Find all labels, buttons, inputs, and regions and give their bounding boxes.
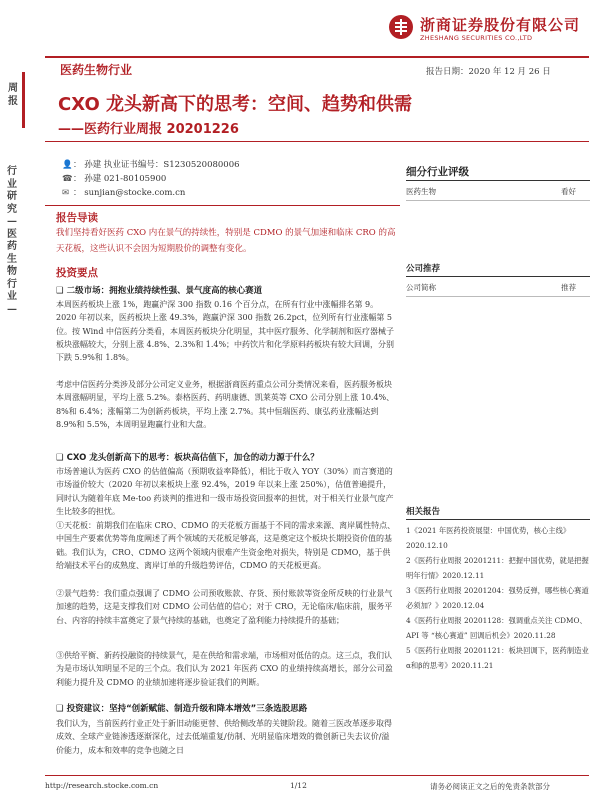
header-divider [45,56,589,58]
report-date: 报告日期：2020 年 12 月 26 日 [426,67,551,77]
company-name-cn: 浙商证券股份有限公司 [420,16,581,34]
rating-row: 医药生物 看好 [406,187,576,196]
rating-divider [406,180,590,181]
company-logo-icon [388,14,414,40]
paragraph: 考虑中信医药分类涉及部分公司定义业务，根据浙商医药重点公司分类情况来看，医药服务板块本周涨幅明显，平均上涨 5.2%。泰格医药、药明康德、凯莱英等 CXO 公司分别上涨 10.4%、8%和 6.4%；涨幅第二为创新药板块，平均上涨 2.7%。其中恒瑞医药、康弘药业涨幅达到 8.9%和 5.5%，本周明显跑赢行业和大盘。 [56,380,395,429]
rating-row-divider [406,200,590,201]
square-bullet-icon: ❑ [56,453,67,463]
rating-heading: 细分行业评级 [406,166,469,178]
person-icon: 👤 [62,160,73,170]
report-title: CXO 龙头新高下的思考：空间、趋势和供需 [58,94,413,115]
paragraph: ①天花板：前期我们在临床 CRO、CDMO 的天花板方面基于不同的需求来源、离岸属性特点、中国生产要素优势等角度阐述了两个领域的天花板足够高，这是奠定这个板块长期投资价值的基础。我们认为，CRO、CDMO 这两个领域内很难产生资金绝对损失，特别是 CDMO，基于供给端技术平台的成熟度、离岸订单的升级趋势评估，CDMO 的天花板更高。 [56,521,396,570]
related-list [406,523,590,673]
related-item[interactable]: 2《医药行业周报 20201211：把握中国优势，就是把握明年行情》2020.12.11 [406,556,589,580]
related-heading: 相关报告 [406,507,441,517]
bullet-point: ❑ 二级市场：拥抱业绩持续性强、景气度高的核心赛道 [56,286,263,296]
footer-disclaimer: 请务必阅读正文之后的免责条款部分 [430,782,550,791]
recommend-heading: 公司推荐 [406,264,441,274]
bullet-point: ❑ 投资建议：坚持“创新赋能、制造升级和降本增效”三条选股思路 [56,704,308,714]
guide-heading: 报告导读 [56,212,98,224]
related-divider [406,519,590,520]
recommend-header-row: 公司简称 推荐 [406,283,576,292]
footer-divider [45,775,589,776]
recommend-divider [406,276,590,277]
related-item[interactable]: 1《2021 年医药投资展望：中国优势，核心主线》2020.12.10 [406,526,571,550]
analyst-row: ☎： 孙建 021-80105900 [62,174,167,184]
points-heading: 投资要点 [56,267,98,279]
paragraph: ③供给平衡、新药投融资的持续景气，是在供给和需求端，市场相对低估的点。这三点，我们认为是市场认知明显不足的三个点。我们认为 2021 年医药 CXO 的业绩持续高增长，部分公司盈利能力提升及 CDMO 的业绩加速将逐步验证我们的判断。 [56,651,393,687]
company-name-en: ZHESHANG SECURITIES CO.,LTD [420,34,533,42]
analyst-divider [45,205,400,206]
side-label-category: 行业研究—医药生物行业— [7,166,17,315]
page-number: 1/12 [290,781,307,790]
bullet-point: ❑ CXO 龙头创新高下的思考：板块高估值下，加仓的动力源于什么？ [56,453,319,463]
square-bullet-icon: ❑ [56,286,67,296]
mail-icon: ✉ [62,188,70,198]
paragraph: 市场普遍认为医药 CXO 的估值偏高（预期收益率降低），相比于收入 YOY（30%）而言赛道的市场溢价较大（2020 年初以来板块上涨 92.4%，2019 年以来上涨 250%），估值普遍提升，同时认为随着年底 Me-too 药谈判的推进和一级市场投资回报率的担忧，对于相关行业景气度产生比较多的担忧。 [56,467,394,516]
related-item[interactable]: 5《医药行业周报 20201121：板块回调下，医药制造业α和β的思考》2020.11.21 [406,646,589,670]
report-subtitle: ——医药行业周报 20201226 [58,122,239,137]
related-item[interactable]: 3《医药行业周报 20201204：强势反弹，哪些核心赛道必须加？》2020.12.04 [406,586,589,610]
paragraph: 本周医药板块上涨 1%，跑赢沪深 300 指数 0.16 个百分点，在所有行业中涨幅排名第 9。2020 年初以来，医药板块上涨 49.3%，跑赢沪深 300 指数 26.2pct，位列所有行业涨幅第 5 位。按 Wind 中信医药分类看，本周医药板块分化明显，其中医疗服务、化学制剂和医疗器械子板块涨幅较大，分别上涨 4.8%、2.3%和 1.4%；中药饮片和化学原料药板块有较大回调，分别下跌 5.9%和 1.8%。 [56,300,395,363]
paragraph: 我们认为，当前医药行业正处于新旧动能更替、供给侧改革的关键阶段。随着三医改革逐步取得成效、全球产业链渗透逐渐深化，过去低端重复/仿制、光明显临床增效的微创新已失去议价/溢价能力，成本和效率的竞争也随之日 [56,719,392,755]
square-bullet-icon: ❑ [56,704,67,714]
footer-url[interactable]: http://research.stocke.com.cn [45,781,159,790]
paragraph: ②景气趋势：我们重点强调了 CDMO 公司预收账款、存货、预付账款等资金所反映的行业景气加速的趋势，这是支撑我们对 CDMO 公司估值的信心；对于 CRO，无论临床/临床前，服务平台、内容的持续丰富奠定了景气持续的基础，也奠定了盈利能力持续提升的基础； [56,589,393,625]
guide-text: 我们坚持看好医药 CXO 内在景气的持续性，特别是 CDMO 的景气加速和临床 CRO 的高天花板，这些认识不会因为短期股价的调整有变化。 [56,228,396,254]
sector-label: 医药生物行业 [60,63,133,77]
analyst-row[interactable]: ✉ ： sunjian@stocke.com.cn [62,188,186,198]
related-item[interactable]: 4《医药行业周报 20201128：强调重点关注 CDMO、API 等 “核心赛道” 回调后机会》2020.11.28 [406,616,587,640]
analyst-row: 👤： 孙建 执业证书编号：S1230520080006 [62,160,240,170]
side-label-weekly: 周报 [8,83,18,107]
side-accent-bar [22,72,25,128]
phone-icon: ☎ [62,174,73,184]
recommend-row-divider [406,296,590,297]
title-divider [45,141,589,142]
